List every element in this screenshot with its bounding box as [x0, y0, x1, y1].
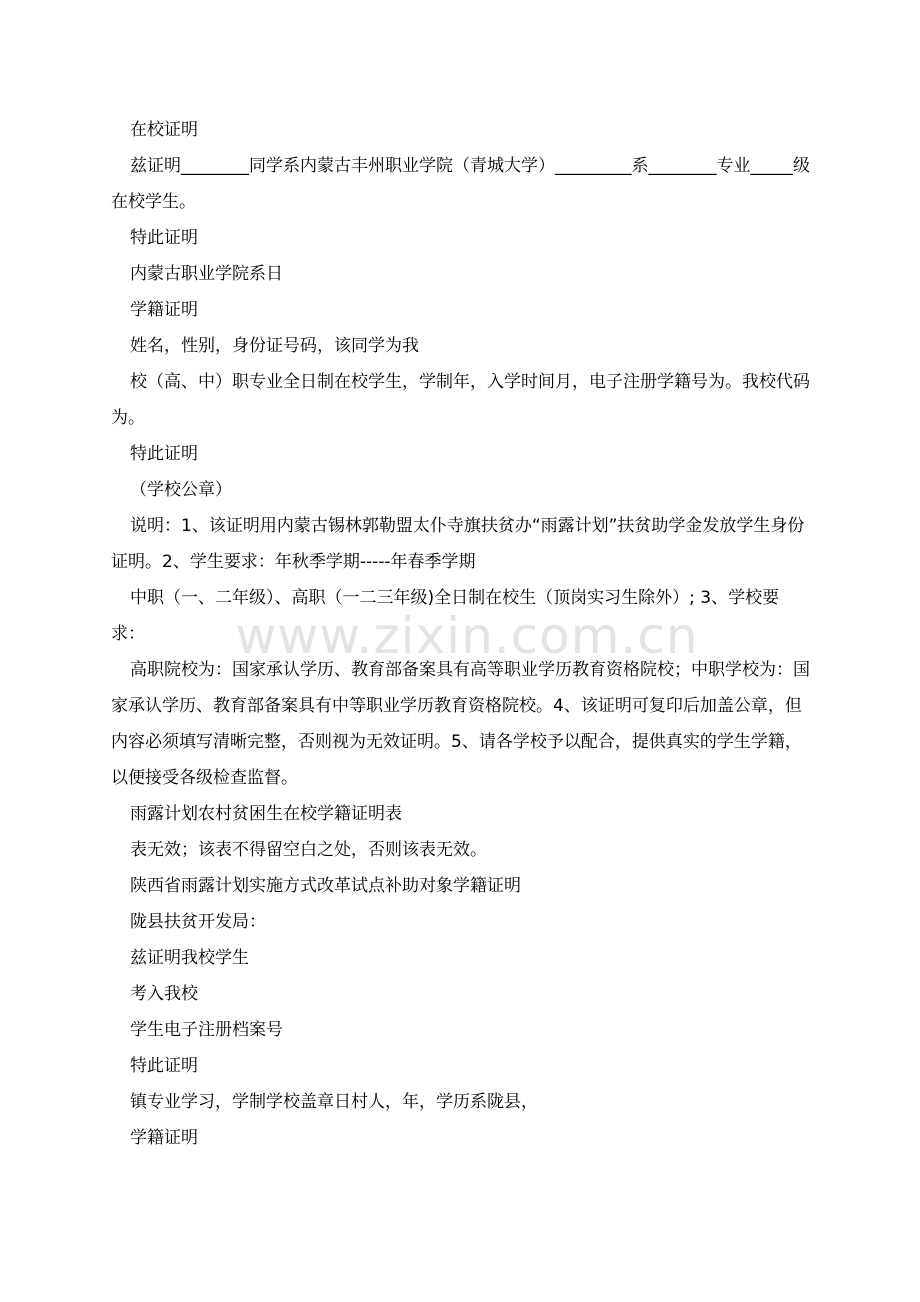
electronic-record-line: 学生电子注册档案号: [130, 1020, 283, 1040]
note-paragraph-2: 中职（一、二年级）、高职（一二三年级)全日制在校生（顶岗实习生除外）; 3、学校要求：: [111, 588, 780, 644]
heading-enrollment-certificate-1: 学籍证明: [130, 300, 198, 320]
heading-rain-dew-form: 雨露计划农村贫困生在校学籍证明表: [130, 804, 402, 824]
hereby-certify-2: 特此证明: [130, 444, 198, 464]
hereby-certify-1: 特此证明: [130, 228, 198, 248]
note-paragraph-1: 说明：1、该证明用内蒙古锡林郭勒盟太仆寺旗扶贫办“雨露计划”扶贫助学金发放学生身份证明。2、学生要求：年秋季学期-----年春季学期: [111, 516, 805, 572]
addressee-line: 陇县扶贫开发局：: [130, 912, 266, 932]
hereby-certify-3: 特此证明: [130, 1056, 198, 1076]
heading-in-school-certificate: 在校证明: [130, 120, 198, 140]
form-validity-note: 表无效；该表不得留空白之处，否则该表无效。: [130, 840, 487, 860]
student-certify-line: 兹证明我校学生: [130, 948, 249, 968]
student-info-line: 姓名，性别，身份证号码，该同学为我: [130, 336, 419, 356]
school-seal-line: （学校公章）: [130, 480, 232, 500]
certificate-statement: 兹证明________同学系内蒙古丰州职业学院（青城大学）_________系________专业_____级在校学生。: [111, 156, 810, 212]
enrollment-details: 校（高、中）职专业全日制在校学生，学制年，入学时间月，电子注册学籍号为。我校代码为。: [111, 372, 810, 428]
heading-enrollment-certificate-2: 学籍证明: [130, 1128, 198, 1148]
watermark: www.zixin.com.cn: [235, 607, 699, 665]
heading-shaanxi-certificate: 陕西省雨露计划实施方式改革试点补助对象学籍证明: [130, 876, 521, 896]
note-paragraph-3: 高职院校为：国家承认学历、教育部备案具有高等职业学历教育资格院校；中职学校为：国家承认学历、教育部备案具有中等职业学历教育资格院校。4、该证明可复印后加盖公章，但内容必须填写清晰完整，否则视为无效证明。5、请各学校予以配合，提供真实的学生学籍，以便接受各级检查监督。: [111, 660, 810, 788]
document-body: [111, 112, 811, 1156]
issuer-line: 内蒙古职业学院系日: [130, 264, 283, 284]
study-details-line: 镇专业学习，学制学校盖章日村人，年，学历系陇县，: [130, 1092, 538, 1112]
admitted-line: 考入我校: [130, 984, 198, 1004]
